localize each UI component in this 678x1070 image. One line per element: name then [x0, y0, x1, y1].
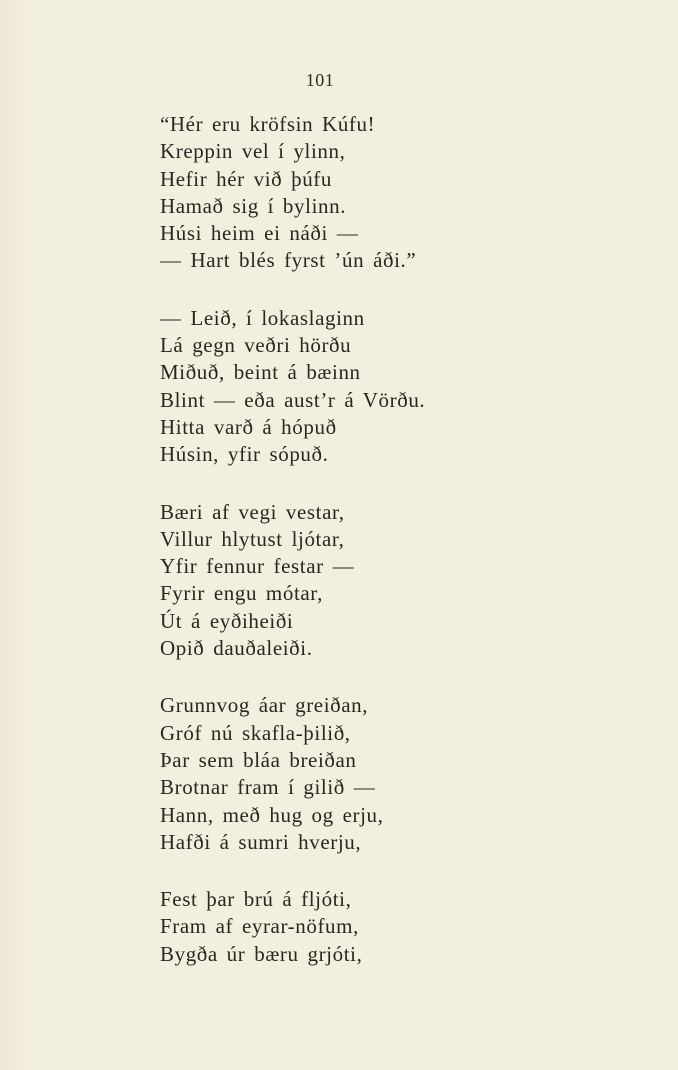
poem-line: Húsi heim ei náði —	[160, 221, 359, 246]
poem-line: Kreppin vel í ylinn,	[160, 139, 346, 164]
poem-line: Grunnvog áar greiðan,	[160, 693, 369, 718]
poem-line: Hitta varð á hópuð	[160, 414, 337, 439]
poem-line: Villur hlytust ljótar,	[160, 526, 345, 551]
poem-line: Út á eyðiheiði	[160, 608, 294, 633]
stanza-2	[160, 305, 600, 469]
poem-line: Hann, með hug og erju,	[160, 802, 384, 827]
poem-line: Blint — eða aust’r á Vörðu.	[160, 387, 426, 412]
poem-line: Bæri af vegi vestar,	[160, 499, 345, 524]
poem-line: Fest þar brú á fljóti,	[160, 887, 352, 912]
poem-line: Þar sem bláa breiðan	[160, 747, 357, 772]
poem-line: Opið dauðaleiði.	[160, 636, 313, 661]
poem-line: Húsin, yfir sópuð.	[160, 442, 329, 467]
poem	[160, 111, 600, 998]
poem-line: — Leið, í lokaslaginn	[160, 305, 365, 330]
page-number: 101	[305, 70, 335, 90]
poem-line: Miðuð, beint á bæinn	[160, 360, 361, 385]
stanza-1	[160, 111, 600, 275]
stanza-4	[160, 692, 600, 856]
poem-line: Fram af eyrar-nöfum,	[160, 914, 359, 939]
poem-line: Brotnar fram í gilið —	[160, 775, 376, 800]
stanza-3	[160, 499, 600, 663]
poem-line: Bygða úr bæru grjóti,	[160, 941, 363, 966]
poem-line: — Hart blés fyrst ’ún áði.”	[160, 248, 417, 273]
poem-line: Fyrir engu mótar,	[160, 581, 323, 606]
poem-line: Yfir fennur festar —	[160, 554, 355, 579]
poem-line: Lá gegn veðri hörðu	[160, 333, 352, 358]
poem-line: “Hér eru kröfsin Kúfu!	[160, 112, 376, 136]
poem-line: Gróf nú skafla-þilið,	[160, 720, 351, 745]
poem-line: Hefir hér við þúfu	[160, 166, 332, 191]
stanza-5	[160, 886, 600, 968]
poem-line: Hafði á sumri hverju,	[160, 829, 362, 854]
poem-line: Hamað sig í bylinn.	[160, 193, 347, 218]
